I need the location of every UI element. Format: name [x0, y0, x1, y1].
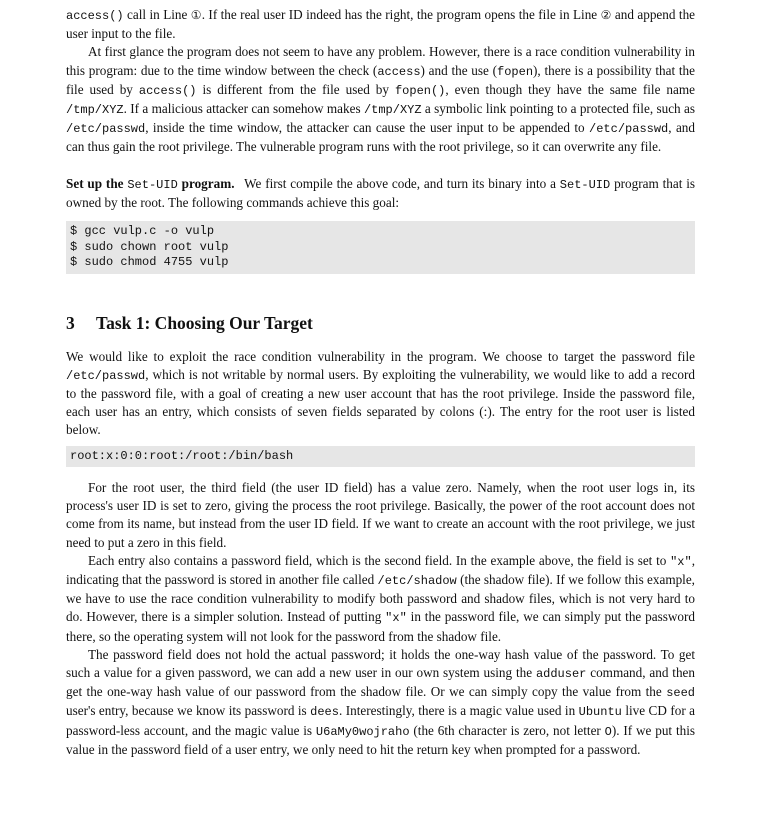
line-marker-1: ① [190, 8, 202, 22]
setup-heading: Set up the Set-UID program. [66, 175, 235, 192]
uid-paragraph: For the root user, the third field (the user ID field) has a value zero. Namely, when the root user logs in, its process's user ID is set to zero, giving the process the root privilege. Basically, the power of the root account does not come from its name, but instead from the user ID field. If we want to create an account with the root privilege, we just need to put a zero in this field. [66, 480, 695, 550]
code-line: $ sudo chown root vulp [70, 239, 229, 254]
line-marker-2: ② [600, 8, 612, 22]
code-access-call: access() [66, 9, 124, 23]
setup-code-block [66, 221, 695, 274]
code-line: $ sudo chmod 4755 vulp [70, 255, 229, 270]
section-number: 3 [66, 312, 75, 333]
section-heading [66, 312, 695, 334]
intro-paragraph: access() call in Line ①. If the real user ID indeed has the right, the program opens the file in Line ② and append the user input to the file. [66, 7, 696, 42]
setup-paragraph: Set up the Set-UID program. We first compile the above code, and turn its binary into a Set-UID program that is owned by the root. The following commands achieve this goal: [66, 175, 695, 210]
root-entry-code: root:x:0:0:root:/root:/bin/bash [66, 446, 695, 468]
hash-paragraph: The password field does not hold the actual password; it holds the one-way hash value of the password. To get such a value for a given password, we can add a new user in our own system using the adduser command, and then get the one-way hash value of our password from the shadow file. Or we can simply copy the value from the seed user's entry, because we know its password is dees. Interestingly, there is a magic value used in Ubuntu live CD for a password-less account, and the magic value is U6aMy0wojraho (the 6th character is zero, not letter O). If we put this value in the password field of a user entry, we only need to hit the return key when prompted for a password. [66, 646, 696, 757]
code-line: $ gcc vulp.c -o vulp [70, 224, 215, 239]
section-title: Task 1: Choosing Our Target [96, 312, 313, 333]
password-field-paragraph: Each entry also contains a password field, which is the second field. In the example above, the field is set to "x", indicating that the password is stored in another file called /etc/shadow (the shadow file). If we follow this example, we have to use the race condition vulnerability to modify both password and shadow files, which is not very hard to do. However, there is a simpler solution. Instead of putting "x" in the password file, we can simply put the password there, so the operating system will not look for the password from the shadow file. [66, 552, 695, 644]
target-paragraph: We would like to exploit the race condition vulnerability in the program. We choose to target the password file /etc/passwd, which is not writable by normal users. By exploiting the vulnerability, we would like to add a record to the password file, with a goal of creating a new user account that has the root privilege. Inside the password file, each user has an entry, which consists of seven fields separated by colons (:). The entry for the root user is listed below. [66, 348, 695, 438]
race-condition-paragraph: At first glance the program does not seem to have any problem. However, there is a race condition vulnerability in this program: due to the time window between the check (access) and the use (fopen), there is a possibility that the file used by access() is different from the file used by fopen(), even though they have the same file name /tmp/XYZ. If a malicious attacker can somehow makes /tmp/XYZ a symbolic link pointing to a protected file, such as /etc/passwd, inside the time window, the attacker can cause the user input to be appended to /etc/passwd, and can thus gain the root privilege. The vulnerable program runs with the root privilege, so it can overwrite any file. [66, 44, 696, 155]
